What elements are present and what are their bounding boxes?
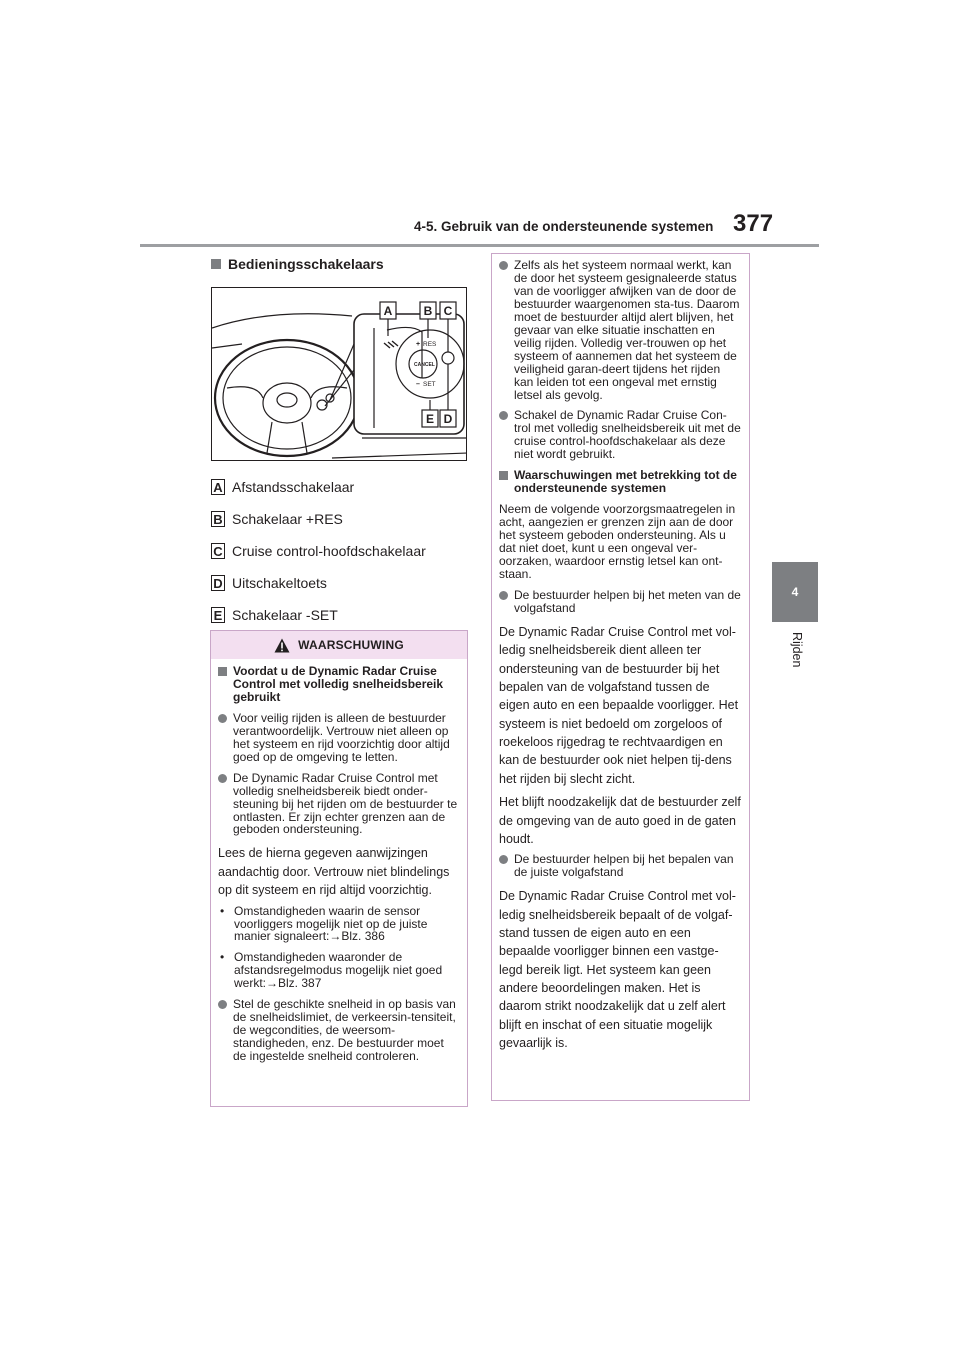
legend-item	[211, 503, 426, 535]
cancel-label: CANCEL	[414, 362, 435, 368]
bullet-text: Schakel de Dynamic Radar Cruise Con-trol met volledig snelheidsbereik uit met de cruise control-hoofdschakelaar als deze niet wordt gebruikt.	[514, 408, 741, 462]
steering-wheel-figure	[211, 287, 467, 461]
warning-header	[211, 631, 467, 659]
continuation-subheading-text: Waarschuwingen met betrekking tot de ondersteunende systemen	[514, 468, 737, 496]
dash-bullet: •	[220, 950, 225, 965]
dash-item	[218, 905, 460, 944]
warning-triangle-icon	[274, 638, 290, 653]
page-number: 377	[733, 210, 774, 237]
callout-a: A	[383, 304, 393, 318]
legend-letter: E	[211, 607, 225, 623]
bullet-text: Voor veilig rijden is alleen de bestuurder verantwoordelijk. Vertrouw niet alleen op het systeem en rijd voorzichtig door altijd goed op de omgeving te letten.	[233, 710, 450, 764]
svg-text:–: –	[416, 381, 420, 388]
legend-letter: D	[211, 575, 225, 591]
bullet-item	[499, 259, 742, 401]
dash-text: Omstandigheden waaronder de afstandsregelmodus mogelijk niet goed werkt:→Blz. 387	[234, 950, 443, 991]
bullet-item	[499, 409, 742, 461]
continuation-subheading	[499, 469, 742, 495]
legend-item	[211, 567, 426, 599]
warning-subheading	[218, 665, 460, 704]
section-heading-text: Bedieningsschakelaars	[228, 256, 384, 272]
bullet-text: Stel de geschikte snelheid in op basis van de snelheidslimiet, de verkeersin-tensiteit, de wegcondities, de weersom-standigheden, enz. De bestuurder moet de ingestelde snelheid controleren.	[233, 997, 456, 1064]
dash-bullet: •	[220, 903, 225, 918]
square-bullet-icon	[218, 667, 227, 676]
bullet-dot-icon	[499, 591, 508, 600]
set-label: SET	[423, 381, 436, 388]
bullet-item	[218, 998, 460, 1063]
legend-text: Schakelaar -SET	[232, 607, 338, 623]
bullet-text: De bestuurder helpen bij het bepalen van de juiste volgafstand	[514, 852, 734, 880]
section-heading	[211, 256, 384, 272]
bullet-text: Zelfs als het systeem normaal werkt, kan de door het systeem gesignaleerde status van de voorligger afwijken van de door de bestuurder waargenomen sta-tus. Daarom moet de bestuurder altijd alert blijven, het gevaar van elke situatie inschatten en veilig rijden. Volledig ver-trouwen op het systeem of aannemen dat het systeem de veiligheid garan-deert tijdens het rijden kan leiden tot een ongeval met ernstig letsel als gevolg.	[514, 258, 740, 402]
warning-title: WAARSCHUWING	[298, 638, 404, 652]
bullet-item	[218, 772, 460, 837]
square-bullet-icon	[211, 259, 221, 269]
chapter-tab: 4	[772, 562, 818, 622]
warning-paragraph: Lees de hierna gegeven aanwijzingen aandachtig door. Vertrouw niet blindelings op dit systeem en rijd altijd voorzichtig.	[218, 846, 450, 898]
svg-text:+: +	[416, 341, 421, 348]
continuation-paragraph: Het blijft noodzakelijk dat de bestuurder zelf de omgeving van de auto goed in de gaten houdt.	[499, 795, 741, 846]
callout-d: D	[443, 412, 453, 426]
warning-box	[210, 630, 468, 1107]
legend-text: Afstandsschakelaar	[232, 479, 355, 495]
bullet-item	[499, 589, 742, 615]
header-rule	[140, 244, 819, 247]
legend-text: Cruise control-hoofdschakelaar	[232, 543, 426, 559]
dash-text: Omstandigheden waarin de sensor voorliggers mogelijk niet op de juiste manier signaleert:→Blz. 386	[234, 903, 428, 944]
legend-text: Uitschakeltoets	[232, 575, 327, 591]
warning-continuation-box	[491, 253, 750, 1101]
running-header: 4-5. Gebruik van de ondersteunende systemen	[414, 219, 714, 234]
continuation-paragraph: Neem de volgende voorzorgsmaatregelen in acht, aangezien er grenzen zijn aan de door het systeem geboden ondersteuning. Als u dat niet doet, kunt u een ongeval ver-oorzaken, waardoor ernstig letsel kan ont-staan.	[499, 502, 736, 581]
bullet-dot-icon	[499, 855, 508, 864]
bullet-dot-icon	[499, 261, 508, 270]
legend-text: Schakelaar +RES	[232, 511, 343, 527]
continuation-paragraph: De Dynamic Radar Cruise Control met vol-ledig snelheidsbereik bepaalt of de volgaf-stand tussen de eigen auto en een bepaalde voorligger binnen een vastge-legd bereik ligt. Het systeem kan geen andere beoordelingen maken. Het is daarom strikt noodzakelijk dat u zelf alert blijft en inschat of een situatie mogelijk gevaarlijk is.	[499, 889, 736, 1051]
dash-item	[218, 951, 460, 990]
res-label: RES	[423, 341, 437, 348]
legend-item	[211, 599, 426, 631]
bullet-item	[499, 853, 742, 879]
bullet-dot-icon	[218, 774, 227, 783]
bullet-dot-icon	[218, 714, 227, 723]
bullet-dot-icon	[499, 411, 508, 420]
legend-letter: C	[211, 543, 225, 559]
chapter-label: Rijden	[790, 632, 804, 668]
continuation-paragraph: De Dynamic Radar Cruise Control met vol-ledig snelheidsbereik dient alleen ter ondersteuning van de bestuurder bij het bepalen van de volgafstand tussen de eigen auto en een bepaalde voorligger. Het systeem is niet bedoeld om zorgeloos of roekeloos rijgedrag te rechtvaardigen en kan de bestuurder ook niet helpen tij-dens het rijden bij slecht zicht.	[499, 624, 739, 786]
bullet-text: De Dynamic Radar Cruise Control met volledig snelheidsbereik biedt onder-steuning bij het rijden om de bestuurder te ontlasten. Er zijn echter grenzen aan de geboden ondersteuning.	[233, 770, 458, 837]
callout-b: B	[423, 304, 433, 318]
bullet-dot-icon	[218, 1000, 227, 1009]
square-bullet-icon	[499, 471, 508, 480]
callout-e: E	[425, 412, 435, 426]
warning-subheading-text: Voordat u de Dynamic Radar Cruise Control met volledig snelheidsbereik gebruikt	[233, 664, 444, 704]
steering-wheel-illustration	[212, 288, 467, 461]
switch-legend	[211, 471, 426, 631]
callout-c: C	[443, 304, 453, 318]
bullet-text: De bestuurder helpen bij het meten van de volgafstand	[514, 587, 741, 615]
legend-letter: B	[211, 511, 225, 527]
bullet-item	[218, 712, 460, 764]
legend-item	[211, 471, 426, 503]
legend-letter: A	[211, 479, 225, 495]
legend-item	[211, 535, 426, 567]
